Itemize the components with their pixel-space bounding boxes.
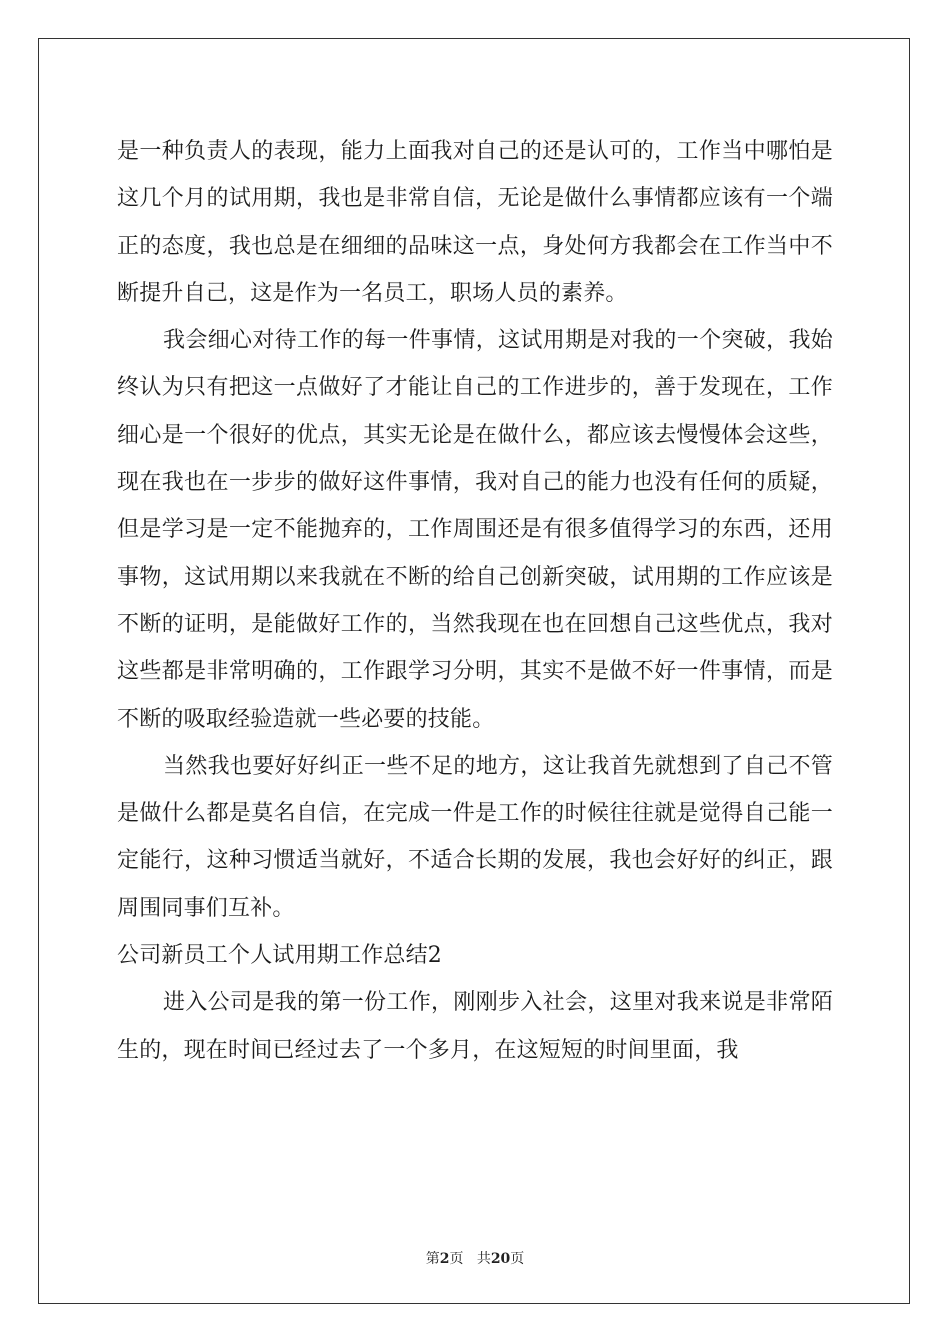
- section-heading: 公司新员工个人试用期工作总结2: [117, 943, 442, 969]
- paragraph-first-job: 进入公司是我的第一份工作，刚刚步入社会，这里对我来说是非常陌生的，现在时间已经过去了一个多月，在这短短的时间里面，我: [117, 990, 833, 1063]
- total-suffix: 页: [510, 1251, 525, 1267]
- page-footer: [0, 1248, 950, 1268]
- page-number: 2: [439, 1251, 450, 1267]
- page-suffix: 页: [449, 1251, 464, 1267]
- paragraph-shortcomings: 当然我也要好好纠正一些不足的地方，这让我首先就想到了自己不管是做什么都是莫名自信，在完成一件是工作的时候往往就是觉得自己能一定能行，这种习惯适当就好，不适合长期的发展，我也会好好的纠正，跟周围同事们互补。: [117, 753, 833, 921]
- total-prefix: 共: [476, 1251, 491, 1267]
- total-pages: 20: [490, 1251, 511, 1267]
- paragraph-attention-to-detail: 我会细心对待工作的每一件事情，这试用期是对我的一个突破，我始终认为只有把这一点做好了才能让自己的工作进步的，善于发现在，工作细心是一个很好的优点，其实无论是在做什么，都应该去慢慢体会这些，现在我也在一步步的做好这件事情，我对自己的能力也没有任何的质疑，但是学习是一定不能抛弃的，工作周围还是有很多值得学习的东西，还用事物，这试用期以来我就在不断的给自己创新突破，试用期的工作应该是不断的证明，是能做好工作的，当然我现在也在回想自己这些优点，我对这些都是非常明确的，工作跟学习分明，其实不是做不好一件事情，而是不断的吸取经验造就一些必要的技能。: [117, 328, 833, 732]
- page-prefix: 第: [425, 1251, 440, 1267]
- paragraph-continuation: 是一种负责人的表现，能力上面我对自己的还是认可的，工作当中哪怕是这几个月的试用期，我也是非常自信，无论是做什么事情都应该有一个端正的态度，我也总是在细细的品味这一点，身处何方我都会在工作当中不断提升自己，这是作为一名员工，职场人员的素养。: [117, 139, 833, 306]
- document-body: [117, 128, 833, 1074]
